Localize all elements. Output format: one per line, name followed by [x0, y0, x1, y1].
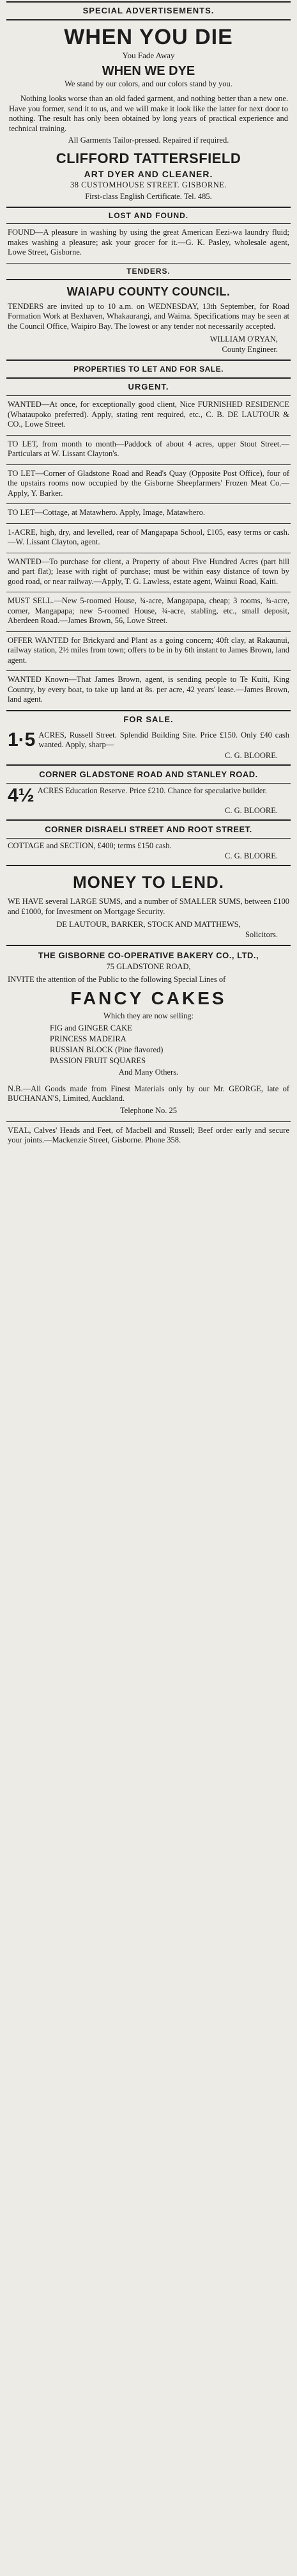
- property-text: OFFER WANTED for Brickyard and Plant as a going concern; 40ft clay, at Rakaunui, railway station, 2½ miles from town; offers to be in by 6th instant to James Brown, land agent.: [8, 635, 289, 665]
- property-item-te-kuiti: [6, 671, 291, 711]
- property-item-acre-mangapapa: [6, 524, 291, 553]
- property-text: WANTED—To purchase for client, a Property of about Five Hundred Acres (part hill and part flat); lease with right of purchase; must be within easy distance of town by good road, or near railway.—Apply, T. G. Lawless, estate agent, Wainui Road, Kaiti.: [8, 557, 289, 586]
- sale-item-russell-street: [6, 728, 291, 766]
- fade-away-line: You Fade Away: [122, 51, 175, 60]
- property-text: MUST SELL.—New 5-roomed House, ¾-acre, Mangapapa, cheap; 3 rooms, ¾-acre, corner, Mangapapa; new 5-roomed House, ¾-acre, stabling, etc., small deposit, Aberdeen Road.—James Brown, 56, Lowe Street.: [8, 596, 289, 625]
- money-body: WE HAVE several LARGE SUMS, and a number of SMALLER SUMS, between £100 and £1000, for Investment on Mortgage Security.: [8, 897, 289, 916]
- property-item-must-sell: [6, 592, 291, 632]
- tender-signature-name: WILLIAM O'RYAN,: [209, 335, 278, 344]
- veal-advert: [6, 1122, 291, 1151]
- when-you-die-title: WHEN YOU DIE: [64, 25, 233, 49]
- cake-item: RUSSIAN BLOCK (Pine flavored): [50, 1045, 164, 1054]
- sale-signature: C. G. BLOORE.: [225, 750, 278, 760]
- bakery-intro: INVITE the attention of the Public to the following Special Lines of: [8, 975, 226, 984]
- property-text: 1-ACRE, high, dry, and levelled, rear of Mangapapa School, £105, easy terms or cash.—W. Lissant Clayton, agent.: [8, 527, 289, 546]
- sale-text: ACRES Education Reserve. Price £210. Chance for speculative builder.: [37, 786, 268, 795]
- sale-item-cottage-section: [6, 839, 291, 867]
- cake-item: PRINCESS MADEIRA: [50, 1034, 126, 1043]
- fancy-cakes-title: FANCY CAKES: [70, 988, 227, 1008]
- lost-header: LOST AND FOUND.: [6, 208, 291, 224]
- special-header: SPECIAL ADVERTISEMENTS.: [82, 6, 215, 15]
- acre-figure: 1·5: [8, 729, 36, 750]
- cake-item: FIG and GINGER CAKE: [50, 1023, 132, 1032]
- bakery-name: THE GISBORNE CO-OPERATIVE BAKERY CO., LTD.,: [38, 951, 259, 960]
- tailor-pressed-line: All Garments Tailor-pressed. Repaired if required.: [68, 136, 229, 145]
- sale-text: COTTAGE and SECTION, £400; terms £150 cash.: [8, 841, 172, 850]
- sale-signature: C. G. BLOORE.: [225, 805, 278, 815]
- property-text: TO LET, from month to month—Paddock of about 4 acres, upper Stout Street.—Particulars at W. Lissant Clayton's.: [8, 439, 289, 458]
- tender-body: TENDERS are invited up to 10 a.m. on WEDNESDAY, 13th September, for Road Formation Work at Bexhaven, Whakaurangi, and Waima. Specifications may be seen at the Council Office, Waipiro Bay. The lowest or any tender not necessarily accepted.: [8, 301, 289, 331]
- sale-text: ACRES, Russell Street. Splendid Building Site. Price £150. Only £40 cash wanted. Apply, sharp—: [38, 730, 289, 749]
- found-item: [6, 224, 291, 264]
- property-item-paddock: [6, 436, 291, 465]
- sale-item-education-reserve: [6, 784, 291, 821]
- urgent-header: URGENT.: [6, 379, 291, 396]
- bakery-address: 75 GLADSTONE ROAD,: [106, 962, 191, 971]
- dyer-address: 38 CUSTOMHOUSE STREET. GISBORNE.: [70, 180, 227, 189]
- tenders-header: TENDERS.: [6, 264, 291, 280]
- certificate-line: First-class English Certificate. Tel. 485.: [85, 192, 212, 201]
- property-text: WANTED—At once, for exceptionally good client, Nice FURNISHED RESIDENCE (Whataupoko preferred). Apply, stating rent required, etc., C. B. DE LAUTOUR & CO., Lowe Street.: [8, 400, 289, 429]
- property-item-cottage-matawhero: [6, 504, 291, 524]
- many-others-line: And Many Others.: [118, 1067, 179, 1077]
- sale-signature: C. G. BLOORE.: [225, 851, 278, 860]
- acre-figure: 4½: [8, 784, 34, 806]
- for-sale-header: FOR SALE.: [123, 714, 174, 724]
- when-we-dye-title: WHEN WE DYE: [102, 64, 195, 78]
- properties-header: PROPERTIES TO LET AND FOR SALE.: [6, 361, 291, 379]
- bakery-nb: N.B.—All Goods made from Finest Materials only by our Mr. GEORGE, late of BUCHANAN'S, Limited, Auckland.: [8, 1084, 289, 1103]
- dyer-advert: [6, 20, 291, 208]
- property-item-gladstone-rooms: [6, 465, 291, 505]
- bakery-phone: Telephone No. 25: [119, 1105, 178, 1115]
- council-title: WAIAPU COUNTY COUNCIL.: [66, 285, 231, 298]
- dyer-body: Nothing looks worse than an old faded garment, and nothing better than a new one. Have you former, send it to us, and we will make it look like the latter for next door to nothing. The result has only been obtained by long years of practical experience and technical training.: [9, 94, 288, 133]
- solicitors-title: Solicitors.: [245, 930, 278, 939]
- cake-item: PASSION FRUIT SQUARES: [50, 1055, 146, 1065]
- property-item-furnished-residence: [6, 396, 291, 436]
- property-item-brickyard: [6, 632, 291, 672]
- found-text: FOUND—A pleasure in washing by using the great American Eezi-wa laundry fluid; makes washing a pleasure; ask your grocer for it.—G. K. Pasley, wholesale agent, Lowe Street, Gisborne.: [8, 228, 289, 257]
- property-text: WANTED Known—That James Brown, agent, is sending people to Te Kuiti, King Country, by every boat, to take up land at 8s. per acre, 42 years' lease.—James Brown, land agent.: [8, 675, 289, 704]
- waiapu-tender: [6, 280, 291, 361]
- money-title: MONEY TO LEND.: [73, 873, 224, 892]
- money-to-lend-advert: [6, 866, 291, 946]
- solicitors-names: DE LAUTOUR, BARKER, STOCK AND MATTHEWS,: [56, 920, 241, 929]
- property-text: TO LET—Cottage, at Matawhero. Apply, Image, Matawhero.: [8, 508, 205, 517]
- property-item-five-hundred-acres: [6, 553, 291, 593]
- tender-signature-title: County Engineer.: [222, 345, 278, 354]
- corner-gladstone-stanley: CORNER GLADSTONE ROAD AND STANLEY ROAD.: [6, 766, 291, 784]
- cakes-list: [8, 1023, 289, 1066]
- colors-slogan: We stand by our colors, and our colors stand by you.: [65, 79, 232, 88]
- veal-text: VEAL, Calves' Heads and Feet, of Macbell and Russell; Beef order early and secure your joints.—Mackenzie Street, Gisborne. Phone 358.: [8, 1125, 289, 1144]
- firm-name: CLIFFORD TATTERSFIELD: [56, 150, 241, 166]
- trade-line: ART DYER AND CLEANER.: [84, 169, 213, 179]
- corner-disraeli-root: CORNER DISRAELI STREET AND ROOT STREET.: [6, 821, 291, 839]
- newspaper-page: [0, 1, 297, 2576]
- property-text: TO LET—Corner of Gladstone Road and Read's Quay (Opposite Post Office), four of the upstairs rooms now occupied by the Gisborne Sheepfarmers' Frozen Meat Co.—Apply, Y. Barker.: [8, 468, 289, 498]
- now-selling-line: Which they are now selling:: [103, 1011, 194, 1020]
- bakery-advert: [6, 946, 291, 1122]
